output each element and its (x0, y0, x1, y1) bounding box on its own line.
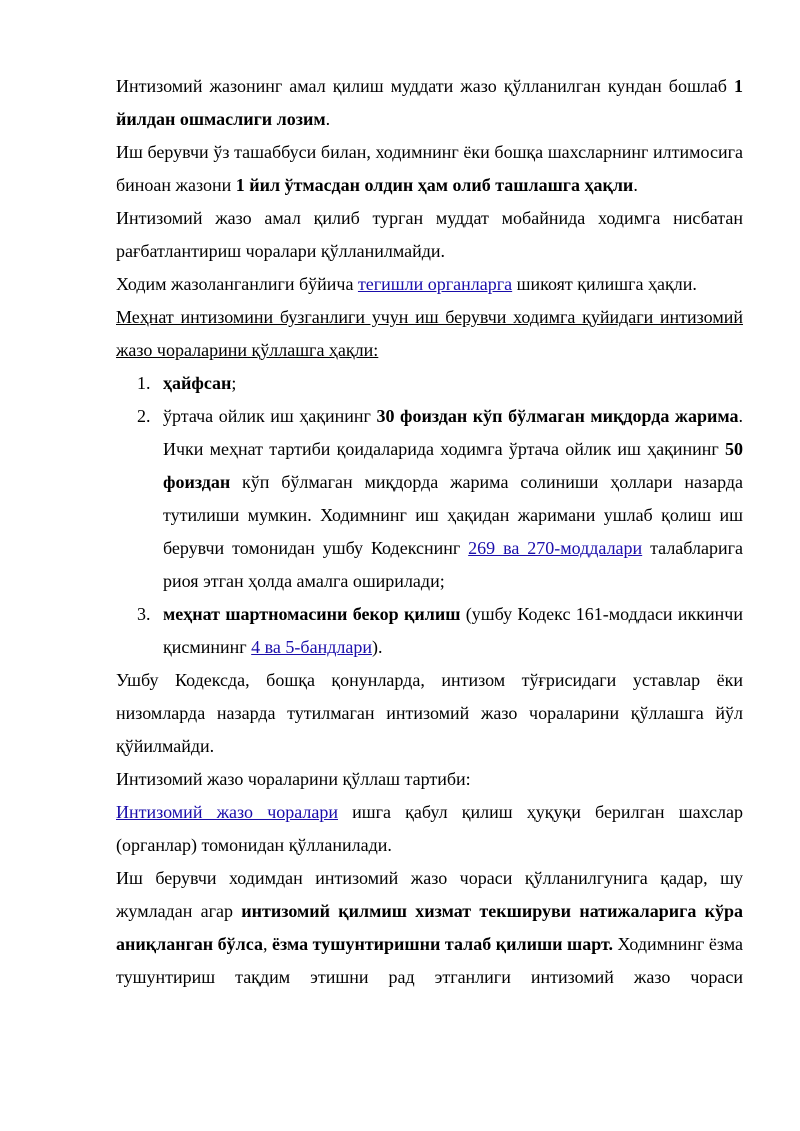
document-body (116, 70, 743, 994)
paragraph-early-removal (116, 136, 743, 202)
text: талабларига риоя этган ҳолда амалга оширилади; (163, 538, 743, 591)
list-item-fine (137, 400, 744, 598)
text: . (633, 175, 638, 195)
link-articles-269-270[interactable]: 269 ва 270-моддалари (468, 538, 643, 558)
text: , (262, 934, 273, 954)
paragraph-validity-period (116, 70, 743, 136)
list-item-termination (137, 598, 743, 664)
bold-text: 1 йил ўтмасдан олдин ҳам олиб ташлашга ҳақли (235, 175, 634, 195)
paragraph-complaint (116, 268, 743, 301)
measures-list (116, 367, 743, 664)
text: . (325, 109, 331, 129)
paragraph-no-incentives: Интизомий жазо амал қилиб турган муддат мобайнида ходимга нисбатан рағбатлантириш чоралари қўлланилмайди. (116, 208, 743, 261)
text: кўп бўлмаган миқдорда жарима солиниши ҳоллари назарда тутилиши мумкин. Ходимнинг иш ҳақидан жаримани ушлаб қолиш иш берувчи томонидан ушбу Кодекснинг (163, 472, 743, 558)
list-number: 3. (137, 604, 151, 624)
paragraph-procedure-heading: Интизомий жазо чораларини қўллаш тартиби: (116, 769, 471, 789)
bold-text: интизомий қилмиш хизмат текшируви натижаларига кўра аниқланган бўлса (116, 901, 743, 954)
paragraph-measures-intro: Меҳнат интизомини бузганлиги учун иш берувчи ходимга қуйидаги интизомий жазо чораларини қўллашга ҳақли: (116, 307, 743, 360)
list-number: 2. (137, 406, 151, 426)
link-disciplinary-measures[interactable]: Интизомий жазо чоралари (116, 802, 338, 822)
text: . Ички меҳнат тартиби қоидаларида ходимга ўртача ойлик иш ҳақининг (163, 406, 744, 459)
text: Иш берувчи ўз ташаббуси билан, ходимнинг ёки бошқа шахсларнинг илтимосига биноан жазони (116, 142, 743, 195)
text: шикоят қилишга ҳақли. (512, 274, 697, 294)
list-item-reprimand (137, 367, 743, 400)
text: Ходимнинг ёзма тушунтириш тақдим этишни рад этганлиги интизомий жазо чораси (116, 934, 743, 987)
paragraph-written-explanation (116, 862, 743, 994)
bold-text: 30 фоиздан кўп бўлмаган миқдорда жарима (376, 406, 739, 426)
text: Интизомий жазонинг амал қилиш муддати жазо қўлланилган кундан бошлаб (116, 76, 734, 96)
paragraph-no-other-measures: Ушбу Кодексда, бошқа қонунларда, интизом тўғрисидаги уставлар ёки низомларда назарда тутилмаган интизомий жазо чораларини қўллашга йўл қўйилмайди. (116, 670, 743, 756)
bold-text: меҳнат шартномасини бекор қилиш (163, 604, 461, 624)
list-number: 1. (137, 373, 151, 393)
text: Иш берувчи ходимдан интизомий жазо чораси қўлланилгунига қадар, шу жумладан агар (116, 868, 743, 921)
text: ўртача ойлик иш ҳақининг (163, 406, 377, 426)
bold-text: ёзма тушунтиришни талаб қилиши шарт. (272, 934, 614, 954)
text: (ушбу Кодекс 161-моддаси иккинчи қисмининг (163, 604, 743, 657)
text: Ходим жазоланганлиги бўйича (116, 274, 358, 294)
text: ). (371, 637, 383, 657)
link-relevant-bodies[interactable]: тегишли органларга (357, 274, 513, 294)
link-clauses-4-5[interactable]: 4 ва 5-бандлари (251, 637, 372, 657)
bold-text: ҳайфсан (163, 373, 232, 393)
text: ; (231, 373, 237, 393)
bold-text: 50 фоиздан (163, 439, 743, 492)
paragraph-applied-by (116, 796, 743, 862)
bold-text: 1 йилдан ошмаслиги лозим (116, 76, 743, 129)
text: ишга қабул қилиш ҳуқуқи берилган шахслар (органлар) томонидан қўлланилади. (116, 802, 743, 855)
